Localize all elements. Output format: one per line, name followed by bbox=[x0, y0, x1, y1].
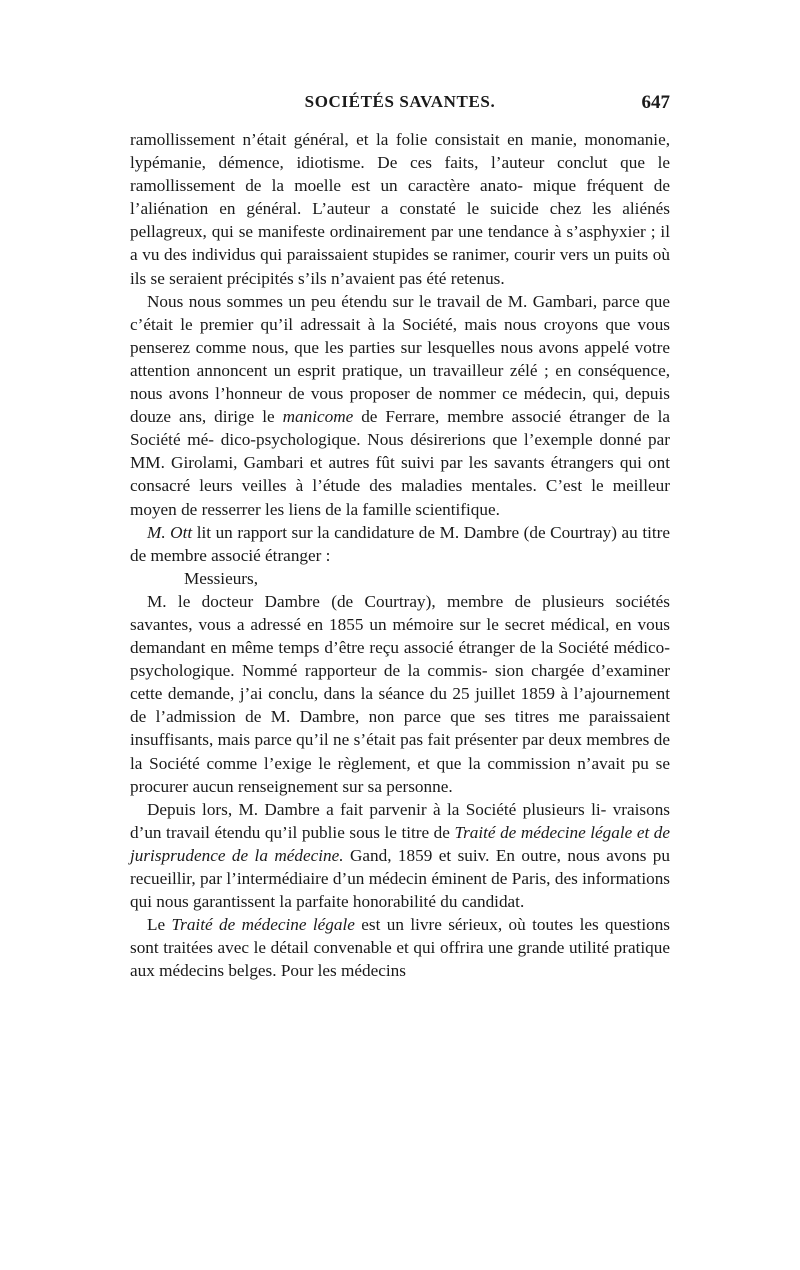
manicome-italic: manicome bbox=[282, 407, 354, 427]
traite-short-title-italic: Traité de médecine légale bbox=[171, 915, 355, 935]
paragraph-ramollissement: ramollissement n’était général, et la folie consistait en manie, monomanie, lypémanie, démence, idiotisme. De ces faits, l’auteur conclut que le ramollissement de la moelle est un caractère anato- mique fréquent de l’aliénation en général. L’auteur a constaté le suicide chez les aliénés pellagreux, qui se manifeste ordinairement par une tendance à s’asphyxier ; il a vu des individus qui paraissaient stupides se ranimer, courir vers un puits où ils se seraient précipités s’ils n’avaient pas été retenus. bbox=[130, 130, 670, 288]
paragraph-gambari-text-b: de Ferrare, membre associé étranger de la Société mé- dico-psychologique. Nous désirerions que l’exemple donné par MM. Girolami, Gambari et autres fût suivi par les savants étrangers qui ont consacré leurs veilles à l’étude des maladies mentales. C’est le meilleur moyen de resserrer les liens de la famille scientifique. bbox=[130, 407, 670, 519]
paragraph-gambari-recommendation bbox=[130, 290, 670, 521]
traite-serieux-text-b: est un livre sérieux, où toutes les questions sont traitées avec le détail convenable et qui offrira une grande utilité pratique aux médecins belges. Pour les médecins bbox=[130, 915, 670, 981]
running-head-title: SOCIÉTÉS SAVANTES. bbox=[304, 92, 496, 111]
paragraph-dambre-memoire: M. le docteur Dambre (de Courtray), membre de plusieurs sociétés savantes, vous a adressé en 1855 un mémoire sur le secret médical, en vous demandant en même temps d’être reçu associé étranger de la Société médico-psychologique. Nommé rapporteur de la commis- sion chargée d’examiner cette demande, j’ai conclu, dans la séance du 25 juillet 1859 à l’ajournement de l’admission de M. Dambre, non parce que ses titres me paraissaient insuffisants, mais parce qu’il ne s’était pas fait présenter par deux membres de la Société comme l’exige le règlement, et que la commission n’avait pu se procurer aucun renseignement sur sa personne. bbox=[130, 591, 670, 796]
paragraph-ott-report-intro bbox=[130, 521, 670, 567]
paragraph-gambari-text-a: Nous nous sommes un peu étendu sur le travail de M. Gambari, parce que c’était le premier qu’il adressait à la Société, mais nous croyons que vous penserez comme nous, que les parties sur lesquelles nous avons appelé votre attention annoncent un esprit pratique, un travailleur zélé ; en conséquence, nous avons l’honneur de vous proposer de nommer ce médecin, qui, depuis douze ans, dirige le bbox=[130, 291, 670, 427]
paragraph-traite-serieux bbox=[130, 913, 670, 982]
paragraph-depuis-lors bbox=[130, 798, 670, 913]
page-number: 647 bbox=[641, 92, 670, 113]
running-head bbox=[130, 92, 670, 118]
depuis-lors-text-b: Gand, 1859 et suiv. En outre, nous avons pu recueillir, par l’intermédiaire d’un médecin éminent de Paris, des informations qui nous garantissent la parfaite honorabilité du candidat. bbox=[130, 845, 670, 912]
depuis-lors-text-a: Depuis lors, M. Dambre a fait parvenir à la Société plusieurs li- vraisons d’un travail étendu qu’il publie sous le titre de bbox=[130, 799, 670, 842]
report-intro-text: lit un rapport sur la candidature de M. Dambre (de Courtray) au titre de membre associé étranger : bbox=[130, 522, 670, 565]
speaker-name-italic: M. Ott bbox=[147, 522, 193, 542]
salutation: Messieurs, bbox=[184, 568, 258, 588]
traite-title-italic: Traité de médecine légale et de jurisprudence de la médecine. bbox=[130, 822, 670, 865]
traite-serieux-text-a: Le bbox=[147, 915, 172, 935]
body-text bbox=[130, 128, 670, 982]
